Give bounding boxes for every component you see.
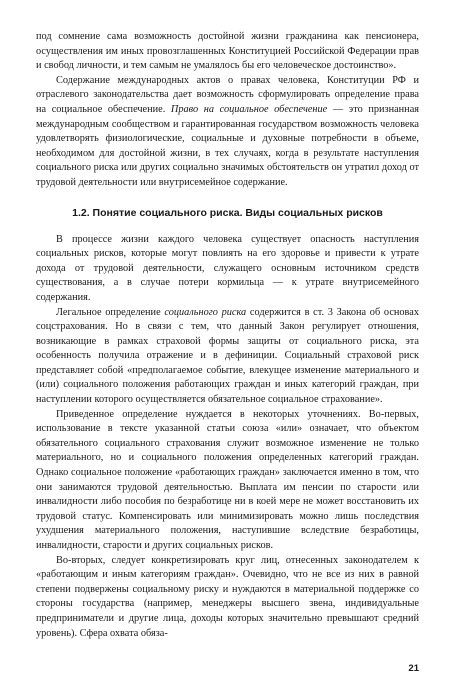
italic-term: Право на социальное обеспечение	[170, 103, 328, 115]
paragraph	[36, 74, 419, 191]
text-run: Во-вторых, следует конкретизировать круг лиц, отнесенных законодателем к «работающим и иным категориям граждан». Очевидно, что не все из них в равной степени подвержены социальному риску и нуждаются в материальной поддержке со стороны государства (например, менеджеры высшего звена, индивидуальные предприниматели и другие лица, доходы которых значительно превышают средний уровень). Сфера охвата обяза-	[36, 554, 419, 639]
paragraph	[36, 30, 419, 74]
text-run: под сомнение сама возможность достойной жизни гражданина как пенсионера, осуществления им иных провозглашенных Конституцией Российской Федерации прав и свобод личности, и тем самым не умалялось бы его человеческое достоинство».	[36, 31, 419, 72]
text-run: Легальное определение	[56, 306, 165, 318]
page-number: 21	[408, 663, 419, 674]
text-block-bottom	[36, 233, 419, 642]
text-run: В процессе жизни каждого человека существует опасность наступления социальных рисков, которые могут повлиять на его здоровье и привести к утрате дохода от трудовой деятельности, служащего основным источником средств существования, а в случае потери кормильца — к утрате внутрисемейного содержания.	[36, 233, 419, 303]
paragraph	[36, 554, 419, 642]
text-run: Содержание международных актов о правах человека, Конституции РФ и отраслевого законодательства дает возможность сформулировать определение права на социальное обеспечение.	[36, 74, 419, 115]
text-run: — это признанная международным сообществом и гарантированная государством возможность человека удовлетворять физиологические, социальные и духовные потребности в объеме, необходимом для достойной жизни, в тех случаях, когда в результате наступления социального риска или других социально значимых обстоятельств он утратил доход от трудовой деятельности или внутрисемейное содержание.	[36, 103, 419, 188]
paragraph	[36, 306, 419, 408]
text-run: содержится в ст. 3 Закона об основах соцстрахования. Но в связи с тем, что данный Закон регулирует отношения, возникающие в рамках страховой формы защиты от социального риска, эта особенность получила отражение и в дефиниции. Социальный страховой риск представляет собой «предполагаемое событие, влекущее изменение материального и (или) социального положения работающих граждан и иных категорий граждан, при наступлении которого осуществляется обязательное социальное страхование».	[36, 306, 419, 406]
text-block-top	[36, 30, 419, 191]
paragraph	[36, 233, 419, 306]
paragraph	[36, 408, 419, 554]
italic-term: социального риска	[164, 306, 247, 318]
text-run: Приведенное определение нуждается в некоторых уточнениях. Во-первых, использование в тексте указанной статьи союза «или» означает, что объектом обязательного социального страхования служит возможное изменение не только материального, но и социального положения определенных категорий граждан. Однако социальное положение «работающих граждан» заключается именно в том, что они занимаются трудовой деятельностью. Выплата им пенсии по старости или инвалидности либо пособия по безработице ни в коей мере не может восстановить их трудовой статус. Компенсировать или минимизировать можно лишь последствия ухудшения материального положения, наступившие вследствие безработицы, инвалидности, старости и других социальных рисков.	[36, 408, 419, 551]
section-heading: 1.2. Понятие социального риска. Виды социальных рисков	[72, 206, 383, 219]
